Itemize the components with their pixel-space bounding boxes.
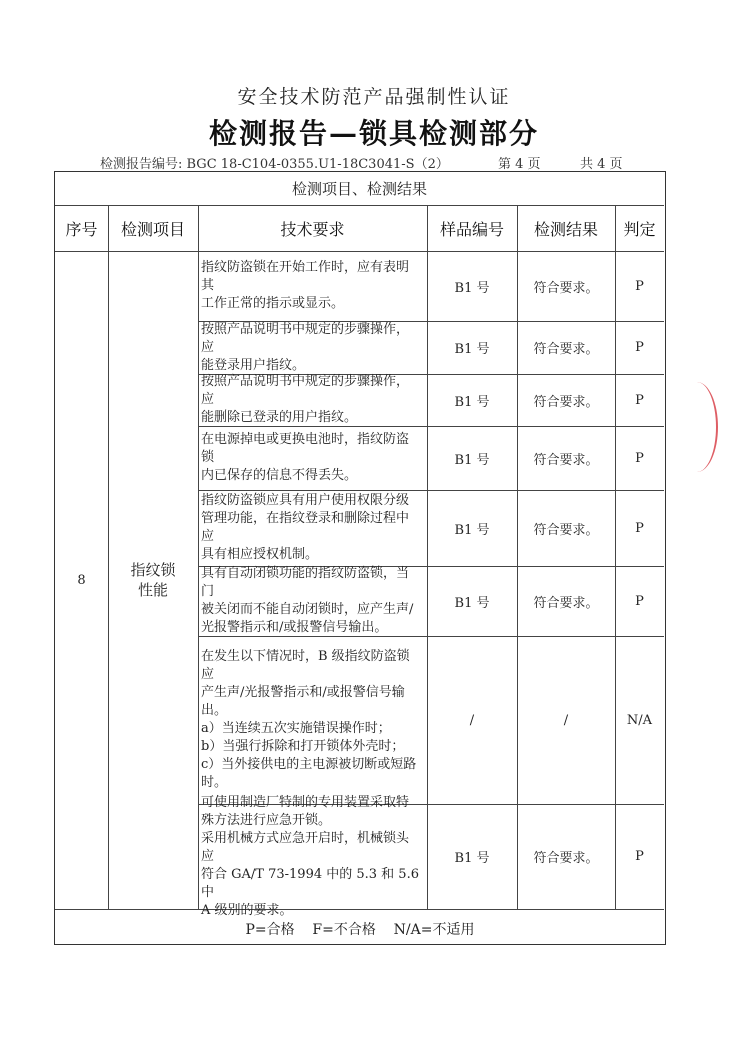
requirement-cell [198,374,427,426]
results-table [54,171,666,945]
seal-stamp [676,382,718,472]
requirement-line: 在发生以下情况时，B 级指纹防盗锁应 [201,649,410,682]
sample-id: B1 号 [454,851,490,866]
sample-id: B1 号 [454,280,490,296]
verdict: P [635,450,644,466]
verdict: P [635,520,644,536]
test-result: 符合要求。 [533,394,599,410]
verdict: P [635,278,644,294]
test-item-name-line: 性能 [137,581,168,599]
requirement-line: A 级别的要求。 [201,902,293,918]
requirement-line: 可使用制造厂特制的专用装置采取特 [201,794,410,810]
header-item: 检测项目 [120,219,185,239]
report-number: 检测报告编号: BGC 18-C104-0355.U1-18C3041-S（2） [100,157,449,172]
requirement-line: 指纹防盗锁应具有用户使用权限分级 [201,493,410,508]
verdict-legend: P=合格 F=不合格 N/A=不适用 [245,922,475,938]
sample-id: B1 号 [454,522,490,538]
requirement-line: 被关闭而不能自动闭锁时，应产生声/ [201,602,414,617]
requirement-cell [198,566,427,636]
seq-number: 8 [77,572,86,588]
test-result: 符合要求。 [533,595,599,611]
requirement-line: 管理功能，在指纹登录和删除过程中应 [201,511,410,544]
test-result: / [563,712,569,728]
requirement-line: b）当强行拆除和打开锁体外壳时； [201,739,405,754]
page-number: 第 4 页 [498,157,541,172]
test-item-name-line: 指纹锁 [130,561,176,579]
requirement-cell [198,636,427,804]
requirement-line: 产生声/光报警指示和/或报警信号输 [201,685,405,700]
test-item-name [108,251,198,909]
requirement-line: 殊方法进行应急开锁。 [201,812,332,828]
requirement-line: 采用机械方式应急开启时，机械锁头应 [201,830,410,864]
sample-id: B1 号 [454,342,490,357]
header-seq: 序号 [65,219,98,239]
requirement-line: a）当连续五次实施错误操作时； [201,721,391,736]
header-requirement: 技术要求 [280,219,345,239]
requirement-cell [198,251,427,321]
verdict: N/A [626,712,653,728]
requirement-line: 时。 [201,775,228,790]
test-result: 符合要求。 [533,342,599,357]
requirement-line: 能登录用户指纹。 [201,357,306,373]
requirement-line: 工作正常的指示或显示。 [201,296,345,311]
sample-id: B1 号 [454,452,490,468]
requirement-cell [198,321,427,374]
requirement-cell [198,794,427,918]
verdict: P [635,593,644,609]
total-pages: 共 4 页 [580,157,623,172]
sample-id: B1 号 [454,394,490,410]
sample-id: / [469,712,475,728]
requirement-cell [198,426,427,490]
requirement-line: 具有自动闭锁功能的指纹防盗锁，当门 [201,566,410,599]
requirement-line: 内已保存的信息不得丢失。 [201,468,358,483]
verdict: P [635,340,644,355]
requirement-line: 指纹防盗锁在开始工作时，应有表明其 [201,260,410,293]
test-result: 符合要求。 [533,280,599,296]
test-result: 符合要求。 [533,452,599,468]
requirement-cell [198,490,427,566]
requirement-line: 符合 GA/T 73-1994 中的 5.3 和 5.6 中 [201,866,419,900]
requirement-line: 能删除已登录的用户指纹。 [201,410,358,425]
document-title-line1: 安全技术防范产品强制性认证 [237,86,511,108]
requirement-line: 出。 [201,703,228,718]
section-title: 检测项目、检测结果 [291,180,427,198]
test-result: 符合要求。 [533,522,599,538]
sample-id: B1 号 [454,595,490,611]
requirement-line: 在电源掉电或更换电池时，指纹防盗锁 [201,432,410,465]
header-sample: 样品编号 [439,219,504,239]
header-verdict: 判定 [623,219,656,239]
requirement-line: 按照产品说明书中规定的步骤操作，应 [201,374,410,407]
requirement-line: 光报警指示和/或报警信号输出。 [201,620,388,635]
requirement-line: c）当外接供电的主电源被切断或短路 [201,757,417,772]
verdict: P [635,849,644,864]
header-result: 检测结果 [533,219,598,239]
requirement-line: 具有相应授权机制。 [201,547,319,562]
requirement-line: 按照产品说明书中规定的步骤操作，应 [201,321,410,355]
document-title-line2: 检测报告—锁具检测部分 [208,117,539,150]
test-result: 符合要求。 [533,851,599,866]
verdict: P [635,392,644,408]
